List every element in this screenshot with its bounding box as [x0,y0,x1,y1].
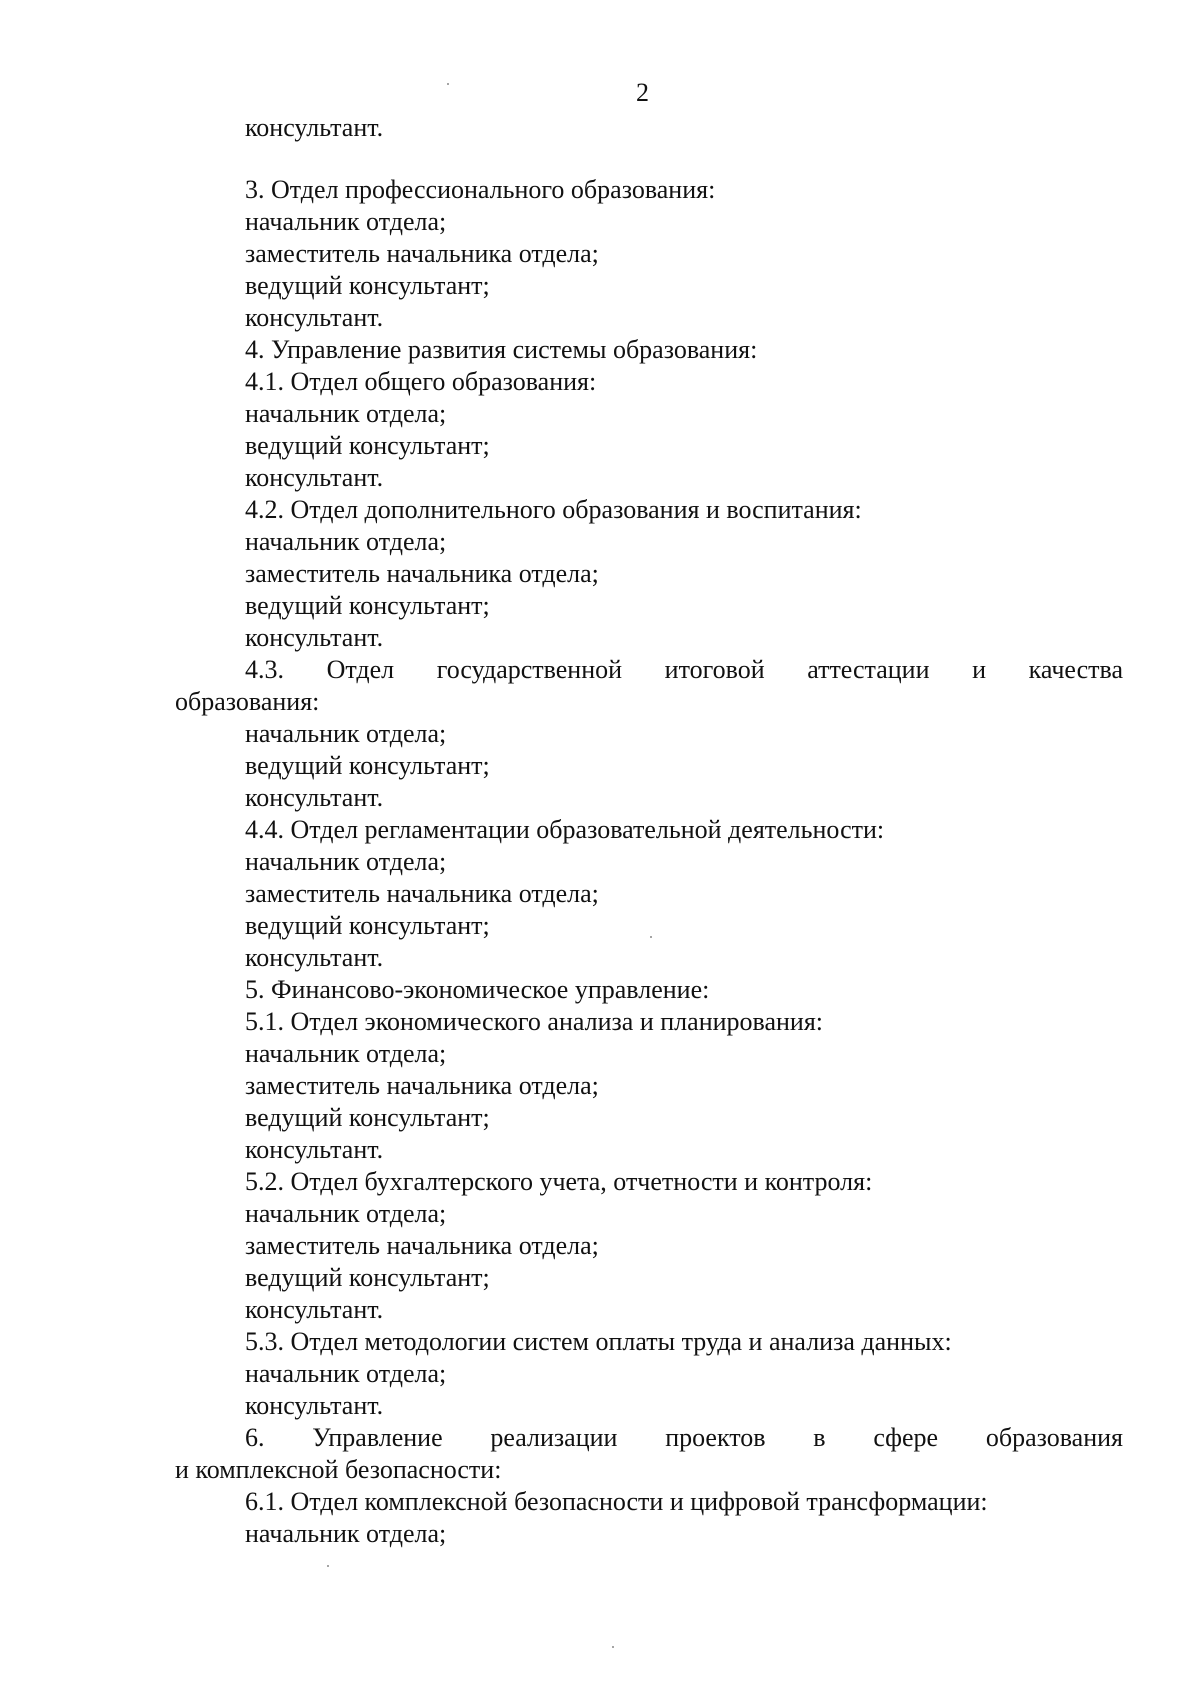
position-item: заместитель начальника отдела; [245,1071,599,1100]
position-item: начальник отдела; [245,1039,447,1068]
position-item: начальник отдела; [245,1359,447,1388]
position-item: начальник отдела; [245,399,447,428]
position-item: консультант. [245,303,384,332]
subsection-heading: 4.2. Отдел дополнительного образования и воспитания: [245,495,862,524]
subsection-heading: 5.2. Отдел бухгалтерского учета, отчетности и контроля: [245,1167,873,1196]
position-item: заместитель начальника отдела; [245,239,599,268]
position-item: консультант. [245,1391,384,1420]
position-item: начальник отдела; [245,1199,447,1228]
position-item: консультант. [245,943,384,972]
scan-speck [650,936,652,938]
subsection-heading: 4.3. Отдел государственной итоговой аттестации и качества [245,655,1123,684]
position-item: начальник отдела; [245,719,447,748]
subsection-heading: 6.1. Отдел комплексной безопасности и цифровой трансформации: [245,1487,988,1516]
section-heading: 3. Отдел профессионального образования: [245,175,716,204]
position-item: заместитель начальника отдела; [245,559,599,588]
page-number: 2 [636,78,649,107]
position-item: ведущий консультант; [245,591,490,620]
subsection-heading: 5.1. Отдел экономического анализа и планирования: [245,1007,824,1036]
document-body [175,112,1123,1550]
position-item: заместитель начальника отдела; [245,879,599,908]
subsection-heading: 4.1. Отдел общего образования: [245,367,597,396]
scan-speck [327,1565,329,1567]
position-item: консультант. [245,463,384,492]
position-item: начальник отдела; [245,207,447,236]
scan-speck [447,83,449,85]
text-line: консультант. [245,113,384,142]
section-heading: 5. Финансово-экономическое управление: [245,975,710,1004]
position-item: ведущий консультант; [245,1103,490,1132]
position-item: ведущий консультант; [245,271,490,300]
position-item: консультант. [245,1135,384,1164]
position-item: ведущий консультант; [245,911,490,940]
position-item: начальник отдела; [245,1519,447,1548]
subsection-heading: 4.4. Отдел регламентации образовательной деятельности: [245,815,885,844]
position-item: ведущий консультант; [245,751,490,780]
section-heading: 4. Управление развития системы образования: [245,335,758,364]
position-item: начальник отдела; [245,527,447,556]
subsection-heading-continuation: образования: [175,687,320,716]
position-item: консультант. [245,783,384,812]
scan-speck [612,1646,614,1648]
position-item: консультант. [245,623,384,652]
subsection-heading: 5.3. Отдел методологии систем оплаты труда и анализа данных: [245,1327,952,1356]
position-item: заместитель начальника отдела; [245,1231,599,1260]
section-heading-continuation: и комплексной безопасности: [175,1455,502,1484]
position-item: ведущий консультант; [245,431,490,460]
position-item: начальник отдела; [245,847,447,876]
position-item: консультант. [245,1295,384,1324]
position-item: ведущий консультант; [245,1263,490,1292]
section-heading: 6. Управление реализации проектов в сфере образования [245,1423,1123,1452]
